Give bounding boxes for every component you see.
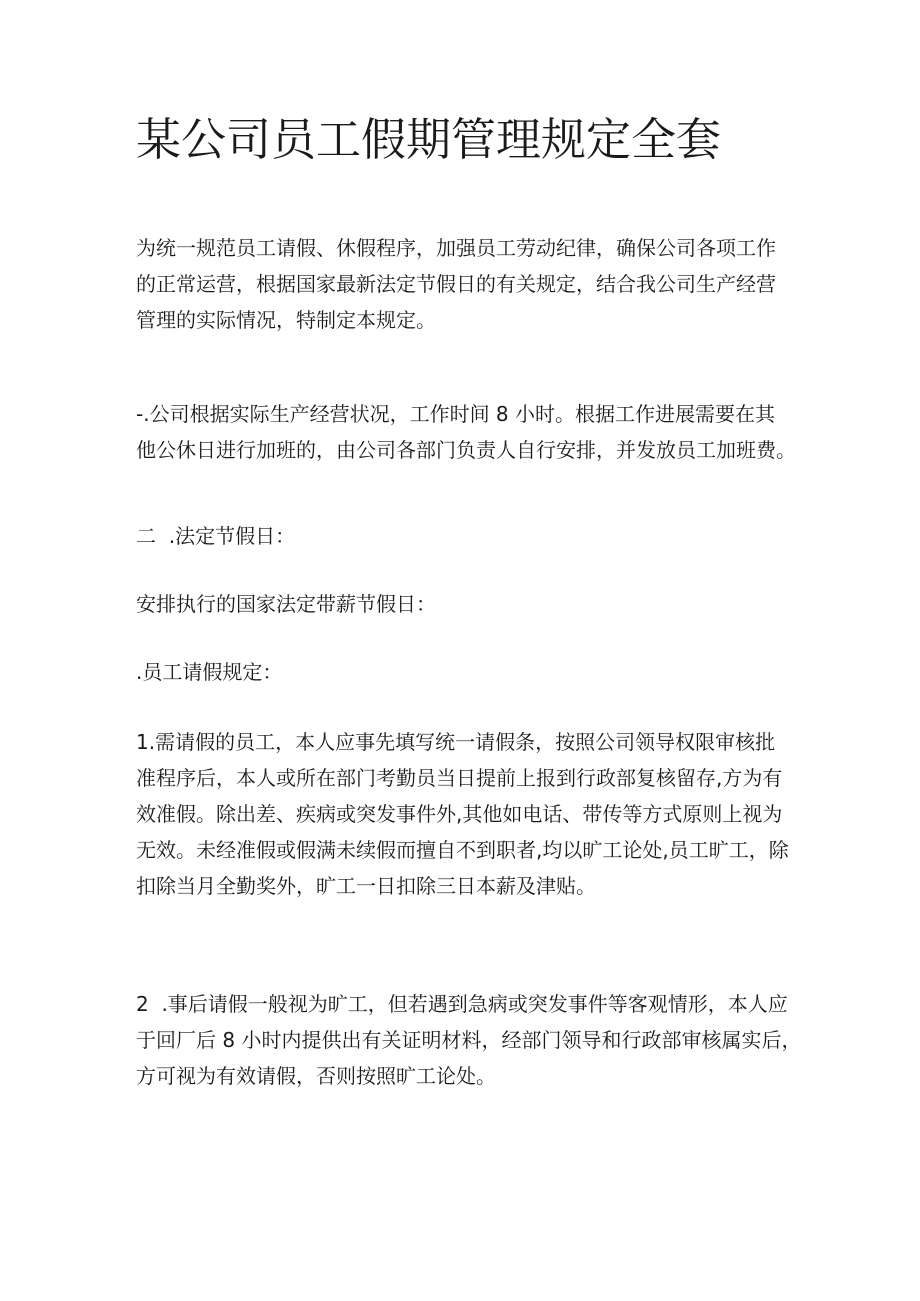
leave-rule-1-paragraph [136, 724, 789, 904]
text-line: 二 .法定节假日： [136, 524, 296, 548]
text-line: 无效。未经准假或假满未续假而擅自不到职者,均以旷工论处,员工旷工，除 [136, 838, 789, 862]
holiday-arrangement-line [136, 586, 786, 622]
text-line: 扣除当月全勤奖外，旷工一日扣除三日本薪及津贴。 [136, 874, 596, 898]
document-title: 某公司员工假期管理规定全套 [136, 113, 722, 166]
working-hours-paragraph [136, 396, 796, 468]
text-line: 2 .事后请假一般视为旷工，但若遇到急病或突发事件等客观情形，本人应 [136, 992, 788, 1016]
text-line: 他公休日进行加班的，由公司各部门负责人自行安排，并发放员工加班费。 [136, 438, 796, 462]
text-line: -.公司根据实际生产经营状况，工作时间 8 小时。根据工作进展需要在其 [136, 402, 776, 426]
intro-paragraph [136, 230, 786, 338]
text-line: 方可视为有效请假，否则按照旷工论处。 [136, 1064, 496, 1088]
text-line: 效准假。除出差、疾病或突发事件外,其他如电话、带传等方式原则上视为 [136, 802, 783, 826]
section-heading-leave-rules [136, 654, 786, 690]
text-line: 安排执行的国家法定带薪节假日： [136, 592, 436, 616]
text-line: 的正常运营，根据国家最新法定节假日的有关规定，结合我公司生产经营 [136, 272, 776, 296]
text-line: .员工请假规定： [136, 660, 283, 684]
leave-rule-2-paragraph [136, 986, 802, 1094]
text-line: 1.需请假的员工，本人应事先填写统一请假条，按照公司领导权限审核批 [136, 730, 776, 754]
text-line: 管理的实际情况，特制定本规定。 [136, 308, 436, 332]
section-heading-holidays [136, 518, 786, 554]
text-line: 为统一规范员工请假、休假程序，加强员工劳动纪律，确保公司各项工作 [136, 236, 776, 260]
text-line: 于回厂后 8 小时内提供出有关证明材料，经部门领导和行政部审核属实后， [136, 1028, 802, 1052]
text-line: 准程序后，本人或所在部门考勤员当日提前上报到行政部复核留存,方为有 [136, 766, 783, 790]
